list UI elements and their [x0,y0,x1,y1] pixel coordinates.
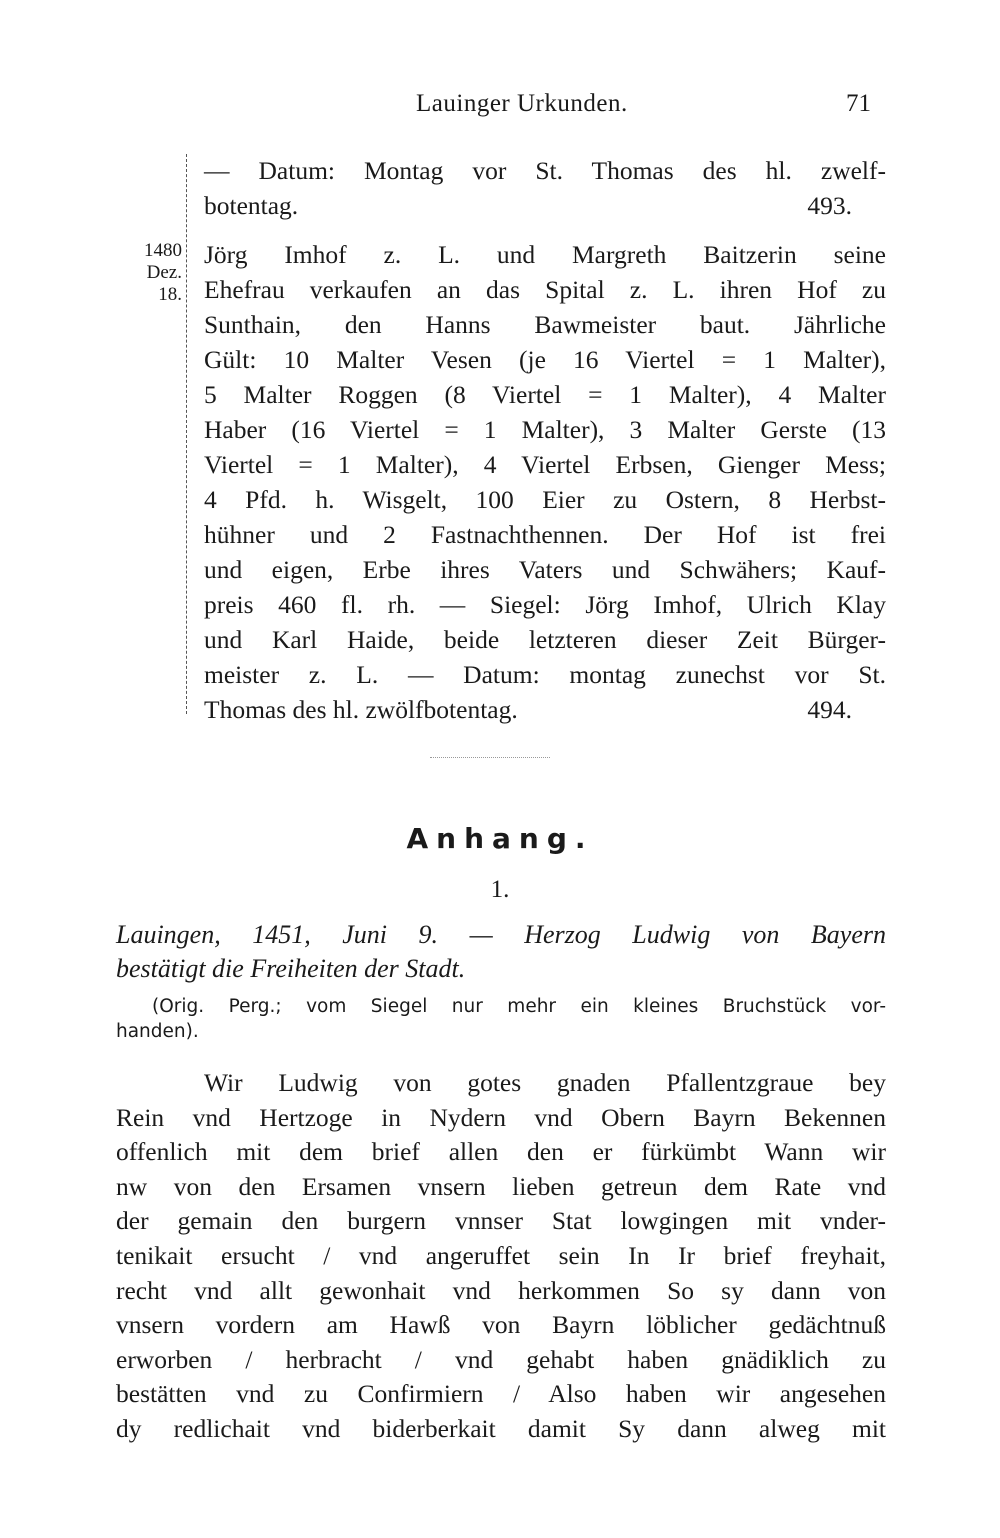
document-summary-line: bestätigt die Freiheiten der Stadt. [116,954,466,983]
body-line: Wir Ludwig von gotes gnaden Pfallentzgraue bey [204,1068,886,1097]
source-note-line: (Orig. Perg.; vom Siegel nur mehr ein kleines Bruchstück vor- [152,996,886,1017]
document-summary-line: Lauingen, 1451, Juni 9. — Herzog Ludwig von Bayern [116,920,886,949]
document-number: 1. [490,876,510,903]
entry-494-closing-text: Thomas des hl. zwölfbotentag. [204,695,518,724]
entry-493-last-line [204,189,886,224]
body-line: erworben / herbracht / vnd gehabt haben gnädiklich zu [116,1344,886,1374]
body-line: bestätten vnd zu Confirmiern / Also haben wir angesehen [116,1379,886,1409]
body-line: vnsern vordern am Hawß von Bayrn löblicher gedächtnuß [116,1310,886,1340]
body-line: Rein vnd Hertzoge in Nydern vnd Obern Bayrn Bekennen [116,1102,886,1132]
margin-year: 1480 [144,240,182,261]
source-note-line: handen). [116,1021,199,1042]
body-line: der gemain den burgern vnnser Stat lowgingen mit vnder- [116,1206,886,1236]
running-title: Lauinger Urkunden. [416,90,628,117]
margin-day: 18. [158,284,182,305]
entry-494-line: 4 Pfd. h. Wisgelt, 100 Eier zu Ostern, 8 Herbst- [204,485,886,514]
body-line: tenikait ersucht / vnd angeruffet sein In Ir brief freyhait, [116,1240,886,1270]
entry-493-number: 493. [807,191,852,220]
entry-494-line: und Karl Haide, beide letzteren dieser Zeit Bürger- [204,625,886,654]
section-separator [430,757,550,766]
entry-494-line: Haber (16 Viertel = 1 Malter), 3 Malter Gerste (13 [204,415,886,444]
appendix-heading: Anhang. [406,822,594,855]
margin-month: Dez. [146,262,182,283]
body-line: nw von den Ersamen vnsern lieben getreun dem Rate vnd [116,1171,886,1201]
page-number: 71 [846,90,871,117]
body-line: dy redlichait vnd biderberkait damit Sy dann alweg mit [116,1413,886,1443]
entry-494-line: Ehefrau verkaufen an das Spital z. L. ihren Hof zu [204,275,886,304]
entry-493-line: — Datum: Montag vor St. Thomas des hl. zwelf- [204,156,886,185]
body-line: recht vnd allt gewonhait vnd herkommen So sy dann von [116,1275,886,1305]
entry-494-line: Gült: 10 Malter Vesen (je 16 Viertel = 1 Malter), [204,345,886,374]
entry-494-last-line [204,693,886,728]
entry-494-line: preis 460 fl. rh. — Siegel: Jörg Imhof, Ulrich Klay [204,590,886,619]
entry-494-line: Viertel = 1 Malter), 4 Viertel Erbsen, Gienger Mess; [204,450,886,479]
entry-493-closing-text: botentag. [204,191,299,220]
entry-494-line: 5 Malter Roggen (8 Viertel = 1 Malter), 4 Malter [204,380,886,409]
source-note [116,994,886,1044]
document-body [116,1066,886,1447]
entry-494-line: Sunthain, den Hanns Bawmeister baut. Jährliche [204,310,886,339]
margin-rule [186,154,187,714]
entry-494-line: hühner und 2 Fastnachthennen. Der Hof ist frei [204,520,886,549]
entry-494-line: Jörg Imhof z. L. und Margreth Baitzerin seine [204,240,886,269]
entry-494-number: 494. [807,695,852,724]
body-line: offenlich mit dem brief allen den er fürkümbt Wann wir [116,1137,886,1167]
entry-494-line: meister z. L. — Datum: montag zunechst vor St. [204,660,886,689]
entry-494-line: und eigen, Erbe ihres Vaters und Schwähers; Kauf- [204,555,886,584]
running-head [0,90,1000,126]
